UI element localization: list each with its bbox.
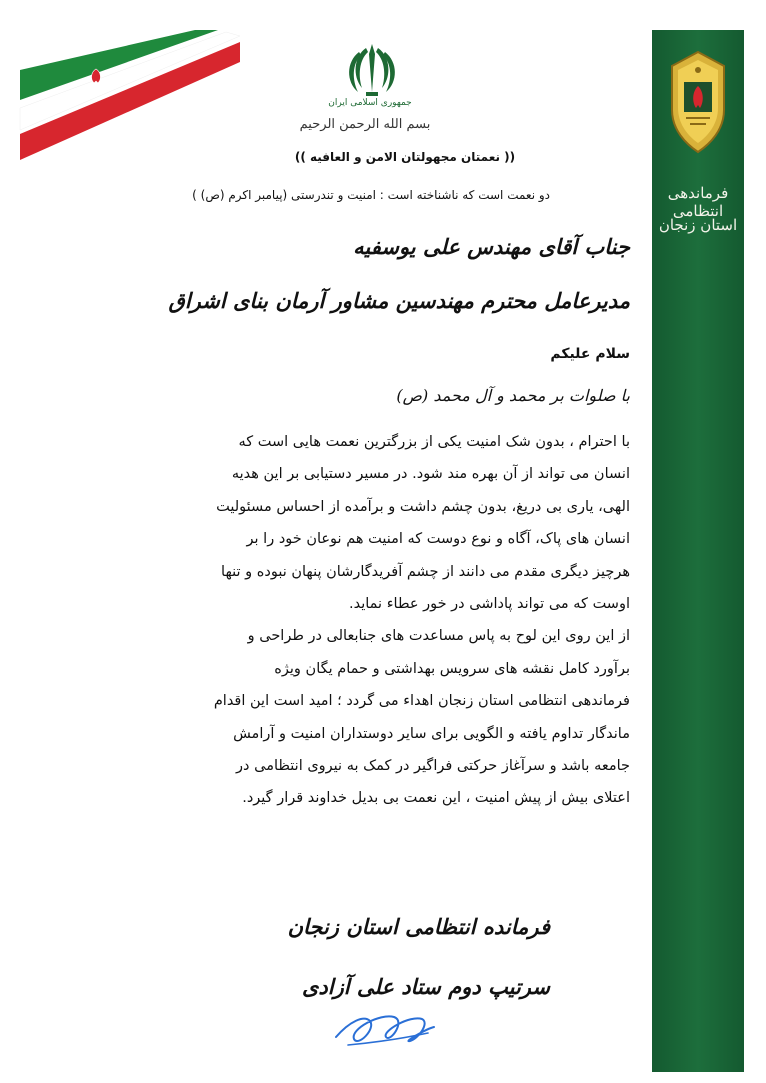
iran-flag-stripes [0,0,240,160]
letter-body [160,426,630,815]
prophet-quote: دو نعمت است که ناشناخته است : امنیت و تندرستی (پیامبر اکرم (ص) ) [192,188,550,202]
hadith-quote: (( نعمتان مجهولتان الامن و العافیه )) [294,150,516,164]
greeting: سلام علیکم [550,346,630,362]
body-line: فرماندهی انتظامی استان زنجان اهداء می گردد ؛ امید است این اقدام [213,693,630,710]
band-text-province: استان زنجان [658,216,738,234]
body-line: الهی، یاری بی دریغ، بدون چشم داشت و برآمده از احساس مسئولیت [216,498,630,515]
body-line: انسان های پاک، آگاه و نوع دوست که امنیت هم نوعان خود را بر [246,531,630,548]
signatory-name: سرتیپ دوم ستاد علی آزادی [302,974,550,999]
bismillah: بسم الله الرحمن الرحیم [299,117,431,132]
body-line: اعتلای بیش از پیش امنیت ، این نعمت بی بدیل خداوند قرار گیرد. [242,790,630,807]
police-emblem-icon [660,48,736,156]
recipient-title: مدیرعامل محترم مهندسین مشاور آرمان بنای اشراق [168,288,630,313]
body-line: انسان می تواند از آن بهره مند شود. در مسیر دستیابی بر این هدیه [231,466,630,483]
signatory-title: فرمانده انتظامی استان زنجان [287,914,550,939]
body-line: جامعه باشد و سرآغاز حرکتی فراگیر در کمک به نیروی انتظامی در [236,758,630,775]
body-line: از این روی این لوح به پاس مساعدت های جنابعالی در طراحی و [247,628,630,645]
body-line: با احترام ، بدون شک امنیت یکی از بزرگترین نعمت هایی است که [238,434,630,450]
handwritten-signature-icon [330,1003,440,1055]
body-line: ماندگار تداوم یافته و الگویی برای سایر دوستداران امنیت و آرامش [233,725,630,742]
iran-emblem-icon [344,40,400,98]
iran-emblem-caption: جمهوری اسلامی ایران [328,98,412,108]
body-line: هرچیز دیگری مقدم می دانند از چشم آفریدگارشان پنهان نبوده و تنها [221,563,630,580]
band-text-command: فرماندهی انتظامی [667,184,729,220]
body-line: اوست که می تواند پاداشی در خور عطاء نماید. [349,596,630,613]
body-line: برآورد کامل نقشه های سرویس بهداشتی و حمام یگان ویژه [274,660,630,677]
police-side-band [652,30,744,1072]
recipient-name: جناب آقای مهندس علی یوسفیه [353,234,630,259]
salavat-line: با صلوات بر محمد و آل محمد (ص) [396,386,630,405]
